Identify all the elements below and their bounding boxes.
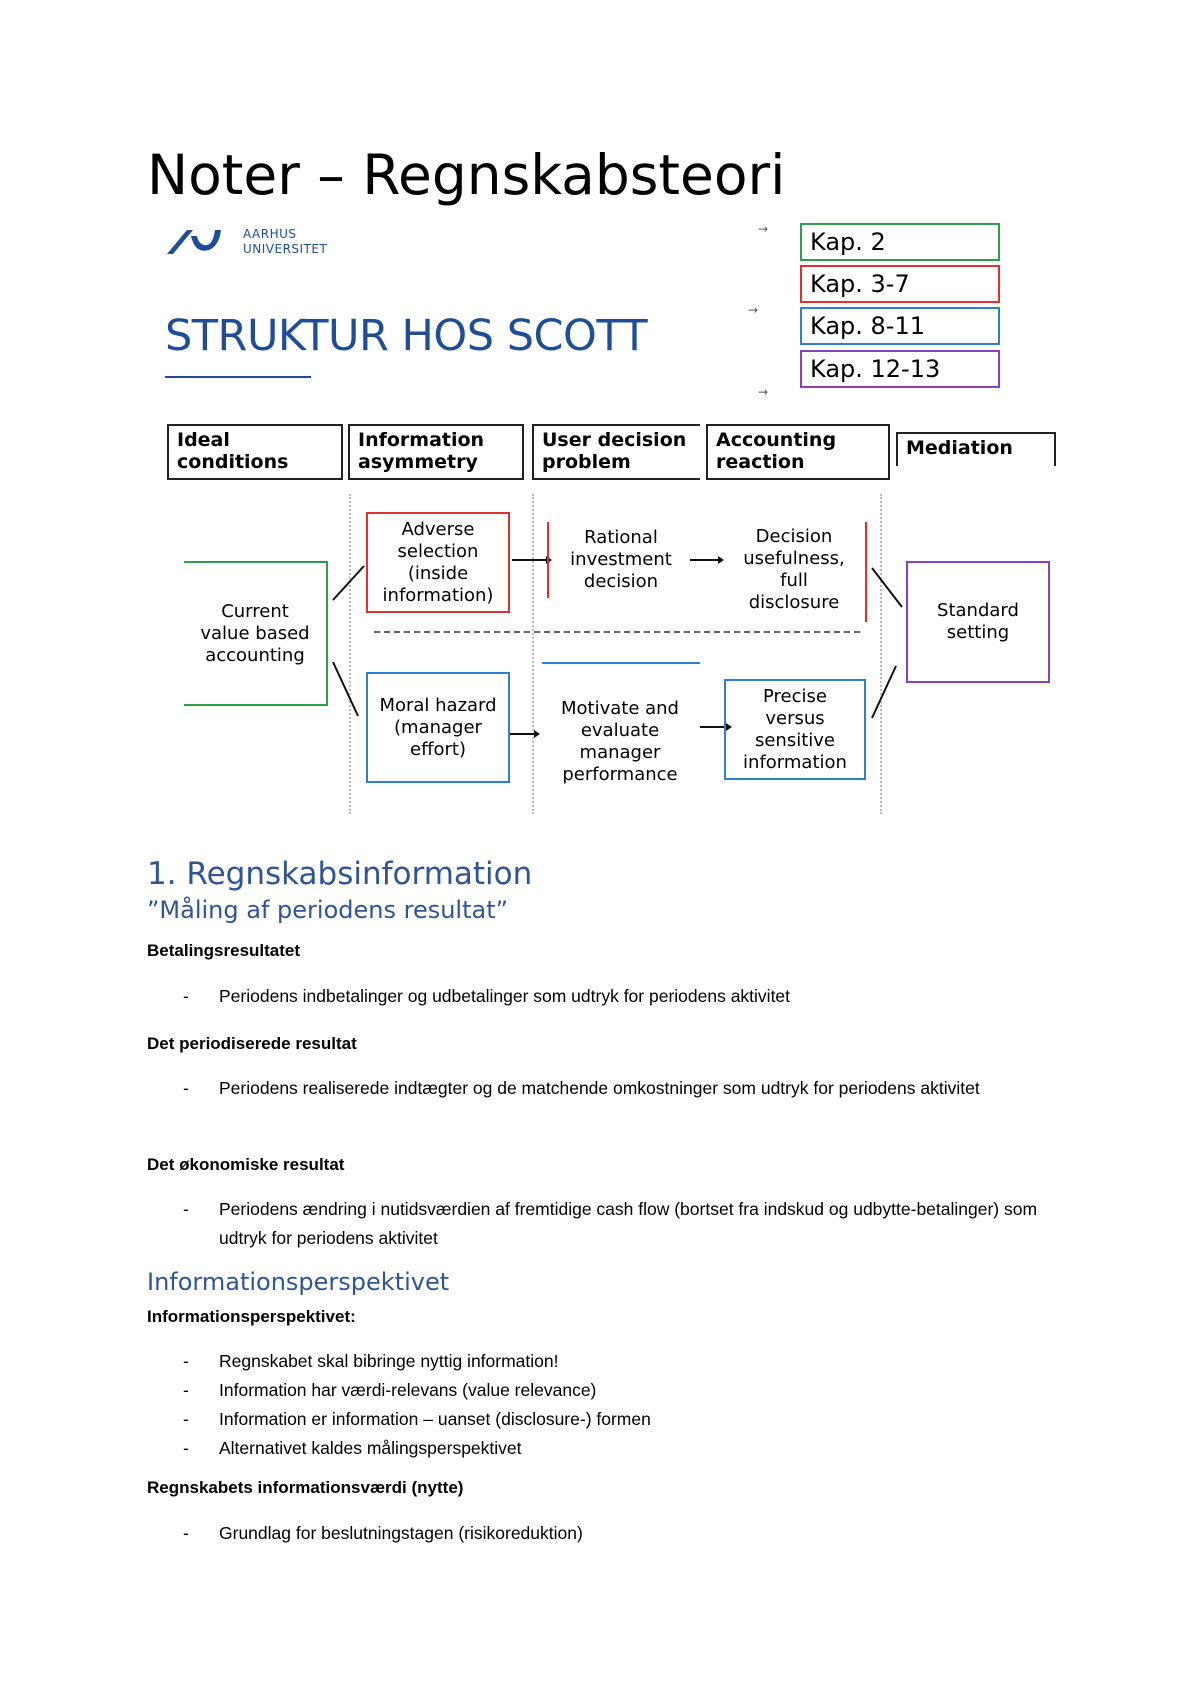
arrow-marker: → bbox=[748, 303, 759, 317]
arrow-marker: → bbox=[758, 222, 769, 236]
bullet-dash: - bbox=[183, 1523, 189, 1543]
node-rational-investment-decision: Rational investment decision bbox=[570, 527, 672, 592]
column-information-asymmetry: Information asymmetry bbox=[348, 424, 524, 480]
bullet-text: Periodens realiserede indtægter og de matchende omkostninger som udtryk for periodens aktivitet bbox=[219, 1078, 980, 1098]
column-divider bbox=[532, 494, 534, 814]
node-moral-hazard: Moral hazard (manager effort) bbox=[366, 672, 510, 783]
kap-box-2: Kap. 2 bbox=[800, 223, 1000, 261]
arrow-marker: → bbox=[758, 385, 769, 399]
column-divider bbox=[349, 494, 351, 814]
slide-heading: STRUKTUR HOS SCOTT bbox=[165, 311, 648, 361]
bullet-dash: - bbox=[183, 1199, 189, 1219]
node-precise-vs-sensitive: Precise versus sensitive information bbox=[724, 679, 866, 780]
bullet-dash: - bbox=[183, 1380, 189, 1400]
bullet-item bbox=[183, 1347, 1053, 1377]
section-heading-2: Informationsperspektivet bbox=[147, 1268, 450, 1296]
bullet-text: Alternativet kaldes målingsperspektivet bbox=[219, 1438, 522, 1458]
item-label: Regnskabets informationsværdi (nytte) bbox=[147, 1478, 464, 1497]
bullet-dash: - bbox=[183, 1351, 189, 1371]
column-mediation: Mediation bbox=[896, 432, 1056, 466]
bullet-item bbox=[183, 1434, 1053, 1464]
bullet-text: Periodens ændring i nutidsværdien af fremtidige cash flow (bortset fra indskud og udbytte-betalinger) som udtryk for periodens aktivitet bbox=[219, 1199, 1038, 1248]
item-label: Informationsperspektivet: bbox=[147, 1307, 356, 1326]
bullet-text: Periodens indbetalinger og udbetalinger som udtryk for periodens aktivitet bbox=[219, 986, 791, 1006]
item-label: Det økonomiske resultat bbox=[147, 1155, 345, 1174]
node-decision-usefulness: Decision usefulness, full disclosure bbox=[743, 526, 845, 613]
university-logo bbox=[165, 226, 335, 256]
column-user-decision-problem: User decision problem bbox=[532, 424, 700, 480]
bullet-text: Information har værdi-relevans (value relevance) bbox=[219, 1380, 597, 1400]
item-label: Det periodiserede resultat bbox=[147, 1034, 357, 1053]
bullet-text: Regnskabet skal bibringe nyttig information! bbox=[219, 1351, 559, 1371]
au-logo-icon bbox=[165, 226, 227, 256]
bullet-dash: - bbox=[183, 986, 189, 1006]
bullet-item bbox=[183, 1074, 1053, 1132]
bullet-item bbox=[183, 1405, 1053, 1435]
section-subheading: ”Måling af periodens resultat” bbox=[147, 896, 509, 924]
column-accounting-reaction: Accounting reaction bbox=[706, 424, 890, 480]
kap-box-12-13: Kap. 12-13 bbox=[800, 350, 1000, 388]
bullet-text: Information er information – uanset (disclosure-) formen bbox=[219, 1409, 651, 1429]
document-title: Noter – Regnskabsteori bbox=[147, 143, 786, 207]
kap-box-3-7: Kap. 3-7 bbox=[800, 265, 1000, 303]
bullet-dash: - bbox=[183, 1078, 189, 1098]
column-divider bbox=[880, 494, 882, 814]
logo-text-line1: AARHUS bbox=[243, 227, 297, 241]
bullet-item bbox=[183, 982, 1053, 1012]
bullet-text: Grundlag for beslutningstagen (risikoreduktion) bbox=[219, 1523, 583, 1543]
bullet-item bbox=[183, 1376, 1053, 1406]
bullet-dash: - bbox=[183, 1409, 189, 1429]
node-motivate-evaluate: Motivate and evaluate manager performance bbox=[560, 698, 679, 785]
item-label: Betalingsresultatet bbox=[147, 941, 301, 960]
bullet-item bbox=[183, 1519, 1053, 1549]
node-adverse-selection: Adverse selection (inside information) bbox=[366, 512, 510, 613]
kap-box-8-11: Kap. 8-11 bbox=[800, 307, 1000, 345]
slide-heading-underline bbox=[165, 376, 311, 378]
node-current-value-accounting: Current value based accounting bbox=[184, 561, 328, 706]
section-heading-1: 1. Regnskabsinformation bbox=[147, 856, 533, 892]
logo-text-line2: UNIVERSITET bbox=[243, 242, 328, 256]
bullet-dash: - bbox=[183, 1438, 189, 1458]
column-ideal-conditions: Ideal conditions bbox=[167, 424, 343, 480]
node-standard-setting: Standard setting bbox=[906, 561, 1050, 683]
bullet-item bbox=[183, 1195, 1053, 1253]
